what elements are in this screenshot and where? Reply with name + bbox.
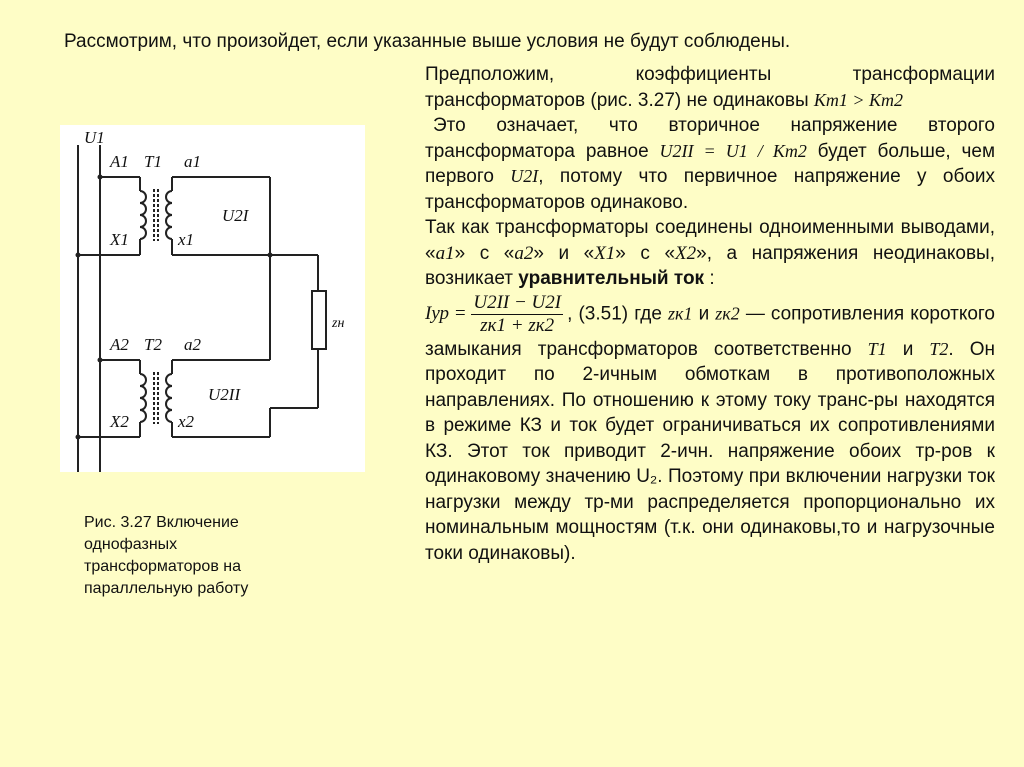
text-p4e: . Он проходит по 2-ичным обмоткам в противоположных направлениях. По отношению к этому току транс-ры находятся в режиме КЗ и ток будет ограничиваться их сопротивлениями КЗ. Этот ток приводит 2-ичн. напряжение обоих тр-ров к одинаковому значению U₂. Поэтому при включении нагрузки ток нагрузки между тр-ми распределяется пропорционально их номинальным мощностям (т.к. они одинаковы,то и нагрузочные токи одинаковы). bbox=[425, 338, 995, 564]
label-a1: A1 bbox=[110, 152, 129, 171]
symbol-x2: X2 bbox=[675, 242, 697, 264]
slide-heading: Рассмотрим, что произойдет, если указанные выше условия не будут соблюдены. bbox=[64, 31, 791, 52]
label-a2-small: a2 bbox=[184, 335, 201, 354]
text-p4a: , (3.51) где bbox=[567, 303, 662, 325]
formula-3-51 bbox=[425, 292, 563, 337]
text-p2c: , потому что первичное напряжение у обоих трансформаторов одинаково. bbox=[425, 166, 996, 213]
main-text bbox=[425, 62, 995, 566]
formula-lhs: Iур = bbox=[425, 302, 467, 324]
label-a2: A2 bbox=[110, 335, 129, 354]
text-p3a: Так как трансформаторы соединены одноименными выводами, « bbox=[425, 217, 995, 264]
symbol-u2i: U2I bbox=[510, 166, 539, 186]
text-p4c: — сопротивления короткого замыкания трансформаторов соответственно bbox=[425, 303, 995, 360]
circuit-diagram bbox=[60, 125, 365, 472]
text-p2a: Это означает, что вторичное напряжение второго трансформатора равное bbox=[425, 115, 995, 162]
figure-caption: Рис. 3.27 Включение однофазных трансформаторов на параллельную работу bbox=[84, 514, 249, 597]
symbol-zk1: zк1 bbox=[668, 303, 693, 324]
text-p3d: » с « bbox=[615, 242, 676, 264]
label-u2ii: U2II bbox=[208, 385, 241, 404]
text-p1: Предположим, коэффициенты трансформации трансформаторов (рис. 3.27) не одинаковы bbox=[425, 64, 995, 111]
text-p2b: будет больше, чем первого bbox=[425, 140, 996, 187]
inequality-kt: Kт1 > Kт2 bbox=[813, 89, 904, 110]
symbol-a1: a1 bbox=[435, 242, 455, 264]
label-u2i: U2I bbox=[222, 206, 249, 225]
text-p4b: и bbox=[698, 303, 710, 325]
symbol-a2: a2 bbox=[514, 242, 534, 264]
term-equalizing-current: уравнительный ток bbox=[518, 268, 705, 289]
label-t2: T2 bbox=[144, 335, 162, 354]
label-x1: X1 bbox=[110, 230, 129, 249]
label-x1-small: x1 bbox=[178, 230, 195, 249]
paragraph-2 bbox=[425, 113, 995, 215]
label-x2: X2 bbox=[110, 412, 129, 431]
label-t1: T1 bbox=[144, 152, 162, 171]
symbol-t1: T1 bbox=[867, 338, 887, 359]
formula-denominator: zк1 + zк2 bbox=[480, 314, 555, 336]
text-p3b: » с « bbox=[454, 242, 515, 264]
text-p3e: », а напряжения неодинаковы, возникает bbox=[425, 242, 995, 289]
text-p4d: и bbox=[902, 338, 914, 360]
equation-u2ii: U2II = U1 / Kт2 bbox=[659, 140, 807, 161]
label-a1-small: a1 bbox=[184, 152, 201, 171]
symbol-t2: T2 bbox=[929, 338, 949, 359]
symbol-x1: X1 bbox=[594, 242, 616, 264]
symbol-zk2: zк2 bbox=[715, 303, 740, 324]
formula-numerator: U2II − U2I bbox=[473, 291, 562, 313]
text-p3f: : bbox=[709, 268, 715, 289]
label-zn: zн bbox=[332, 316, 345, 331]
paragraph-1 bbox=[425, 62, 995, 113]
label-x2-small: x2 bbox=[178, 412, 195, 431]
paragraph-3 bbox=[425, 215, 995, 292]
label-u1: U1 bbox=[84, 128, 105, 147]
paragraph-4 bbox=[425, 292, 995, 567]
text-p3c: » и « bbox=[533, 242, 595, 264]
